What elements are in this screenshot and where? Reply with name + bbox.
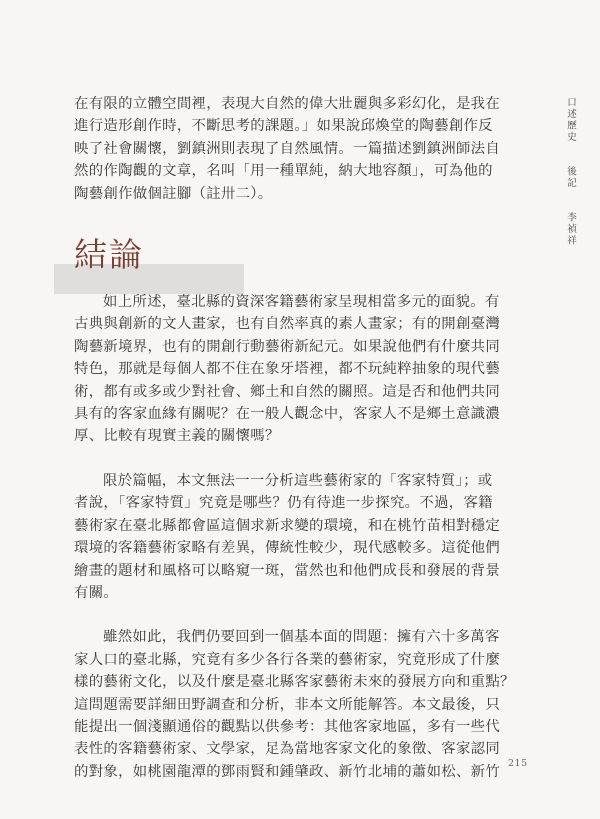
page-number: 215 [508,758,528,769]
text-line: 的對象，如桃園龍潭的鄧雨賢和鍾肇政、新竹北埔的蕭如松、新竹 [74,763,501,780]
body-paragraph-1 [74,291,514,448]
text-line: 繪畫的題材和風格可以略窺一斑，當然也和他們成長和發展的背景 [74,562,501,579]
text-line: 者說，「客家特質」究竟是哪些？仍有待進一步探究。不過，客籍 [74,495,493,512]
text-line: 如上所述，臺北縣的資深客籍藝術家呈現相當多元的面貌。有 [103,294,500,311]
text-line: 表性的客籍藝術家、文學家，足為當地客家文化的象徵、客家認同 [74,741,501,758]
main-text-column [74,93,514,783]
text-line: 藝術家在臺北縣都會區這個求新求變的環境，和在桃竹苗相對穩定 [74,517,501,534]
text-line: 有關。 [74,584,119,601]
text-line: 這問題需要詳細田野調查和分析，非本文所能解答。本文最後，只 [74,696,501,713]
text-line: 特色，那就是每個人都不住在象牙塔裡，都不玩純粹抽象的現代藝 [74,361,501,378]
running-header-sidebar [562,97,578,247]
text-line: 家人口的臺北縣，究竟有多少各行各業的藝術家，究竟形成了什麼 [74,651,501,668]
section-title: 後記 [565,166,576,189]
body-paragraph-3 [74,626,514,783]
text-line: 進行造形創作時，不斷思考的課題。」如果說邱煥堂的陶藝創作反 [74,118,493,135]
text-line: 在有限的立體空間裡，表現大自然的偉大壯麗與多彩幻化，是我在 [74,96,501,112]
text-line: 然的作陶觀的文章，名叫「用一種單純，納大地容顏」，可為他的 [74,163,493,180]
text-line: 樣的藝術文化，以及什麼是臺北縣客家藝術未來的發展方向和重點？ [74,674,515,691]
text-line: 映了社會關懷，劉鎮洲則表現了自然風情。一篇描述劉鎮洲師法自 [74,140,501,157]
text-line: 古典與創新的文人畫家，也有自然率真的素人畫家；有的開創臺灣 [74,316,501,333]
text-line: 陶藝創作做個註腳（註卅二）。 [74,185,273,202]
intro-paragraph [74,93,514,205]
body-paragraph-2 [74,470,514,604]
text-line: 能提出一個淺顯通俗的觀點以供參考：其他客家地區，多有一些代 [74,718,501,735]
text-line: 術，都有或多或少對社會、鄉土和自然的關照。這是否和他們共同 [74,383,501,400]
text-line: 雖然如此，我們仍要回到一個基本面的問題：擁有六十多萬客 [103,629,500,646]
text-line: 環境的客籍藝術家略有差異，傳統性較少，現代感較多。這從他們 [74,540,501,557]
series-title: 口述歷史 [565,97,576,143]
text-line: 具有的客家血緣有關呢？在一般人觀念中，客家人不是鄉土意識濃 [74,406,501,423]
text-line: 限於篇幅，本文無法一一分析這些藝術家的「客家特質」；或 [103,472,493,489]
text-line: 陶藝新境界，也有的開創行動藝術新紀元。如果說他們有什麼共同 [74,338,501,355]
text-line: 厚、比較有現實主義的關懷嗎？ [74,428,280,445]
author-name: 李禎祥 [565,212,576,247]
section-heading: 結論 [74,235,144,275]
